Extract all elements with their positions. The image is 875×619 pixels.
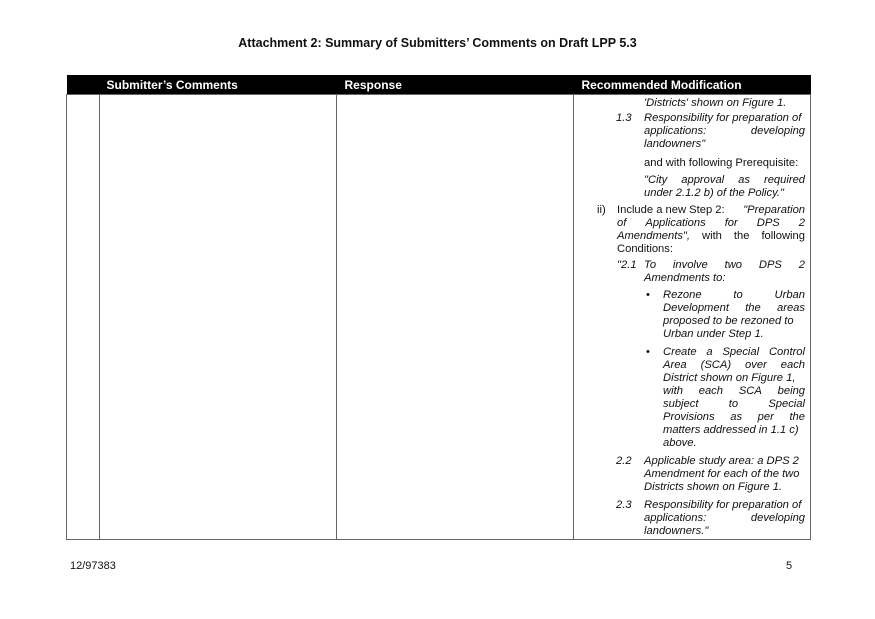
document-reference: 12/97383	[70, 560, 116, 572]
item-1-3-number: 1.3	[616, 112, 632, 124]
item-2-2-line1: Applicable study area: a DPS 2	[644, 455, 799, 467]
step2-line1: Include a new Step 2: "Preparation	[617, 204, 806, 216]
item-2-3-line2: applications: developing	[644, 512, 806, 524]
bullet2-line3: District shown on Figure 1,	[663, 372, 796, 384]
item-1-3-line1: Responsibility for preparation of	[644, 112, 802, 124]
item-2-1-number: "2.1	[617, 259, 637, 271]
item-2-3-number: 2.3	[616, 499, 632, 511]
step2-line3: Amendments", with the following	[617, 230, 805, 242]
bullet2-line8: above.	[663, 437, 697, 449]
bullet-icon: •	[646, 289, 650, 301]
response-cell	[337, 95, 574, 540]
step2-line2: of Applications for DPS 2	[617, 217, 805, 229]
bullet1-line1: Rezone to Urban	[663, 289, 805, 301]
item-2-3-line1: Responsibility for preparation of	[644, 499, 802, 511]
prerequisite-intro: and with following Prerequisite:	[644, 157, 799, 169]
item-1-3-line3: landowners"	[644, 138, 706, 150]
table-row	[67, 95, 811, 540]
modification-content	[574, 95, 810, 539]
prerequisite-line2: under 2.1.2 b) of the Policy."	[644, 187, 784, 199]
item-2-2-line3: Districts shown on Figure 1.	[644, 481, 783, 493]
step2-number: ii)	[597, 204, 606, 216]
page-title: Attachment 2: Summary of Submitters’ Comments on Draft LPP 5.3	[238, 36, 637, 50]
prerequisite-line1: "City approval as required	[644, 174, 806, 186]
mod-line-top: 'Districts' shown on Figure 1.	[644, 97, 787, 109]
item-2-2-number: 2.2	[616, 455, 632, 467]
page-number: 5	[786, 560, 793, 572]
item-1-3-line2: applications: developing	[644, 125, 806, 137]
bullet1-line3: proposed to be rezoned to	[663, 315, 794, 327]
bullet1-line2: Development the areas	[663, 302, 805, 314]
row-number-cell	[67, 95, 100, 540]
col-header-response: Response	[337, 75, 574, 95]
modification-cell	[574, 95, 811, 540]
comments-cell	[100, 95, 337, 540]
bullet2-line5: subject to Special	[663, 398, 806, 410]
item-2-3-line3: landowners."	[644, 525, 709, 537]
bullet2-line7: matters addressed in 1.1 c)	[663, 424, 799, 436]
bullet2-line2: Area (SCA) over each	[663, 359, 806, 371]
col-header-modification: Recommended Modification	[574, 75, 811, 95]
bullet2-line4: with each SCA being	[663, 385, 806, 397]
col-header-comments: Submitter’s Comments	[67, 75, 337, 95]
item-2-1-line1: To involve two DPS 2	[644, 259, 805, 271]
bullet2-line6: Provisions as per the	[663, 411, 806, 423]
summary-table	[66, 75, 811, 540]
item-2-1-line2: Amendments to:	[644, 272, 726, 284]
bullet1-line4: Urban under Step 1.	[663, 328, 764, 340]
bullet2-line1: Create a Special Control	[663, 346, 806, 358]
step2-line4: Conditions:	[617, 243, 673, 255]
header-row	[67, 75, 811, 95]
bullet-icon: •	[646, 346, 650, 358]
item-2-2-line2: Amendment for each of the two	[644, 468, 800, 480]
